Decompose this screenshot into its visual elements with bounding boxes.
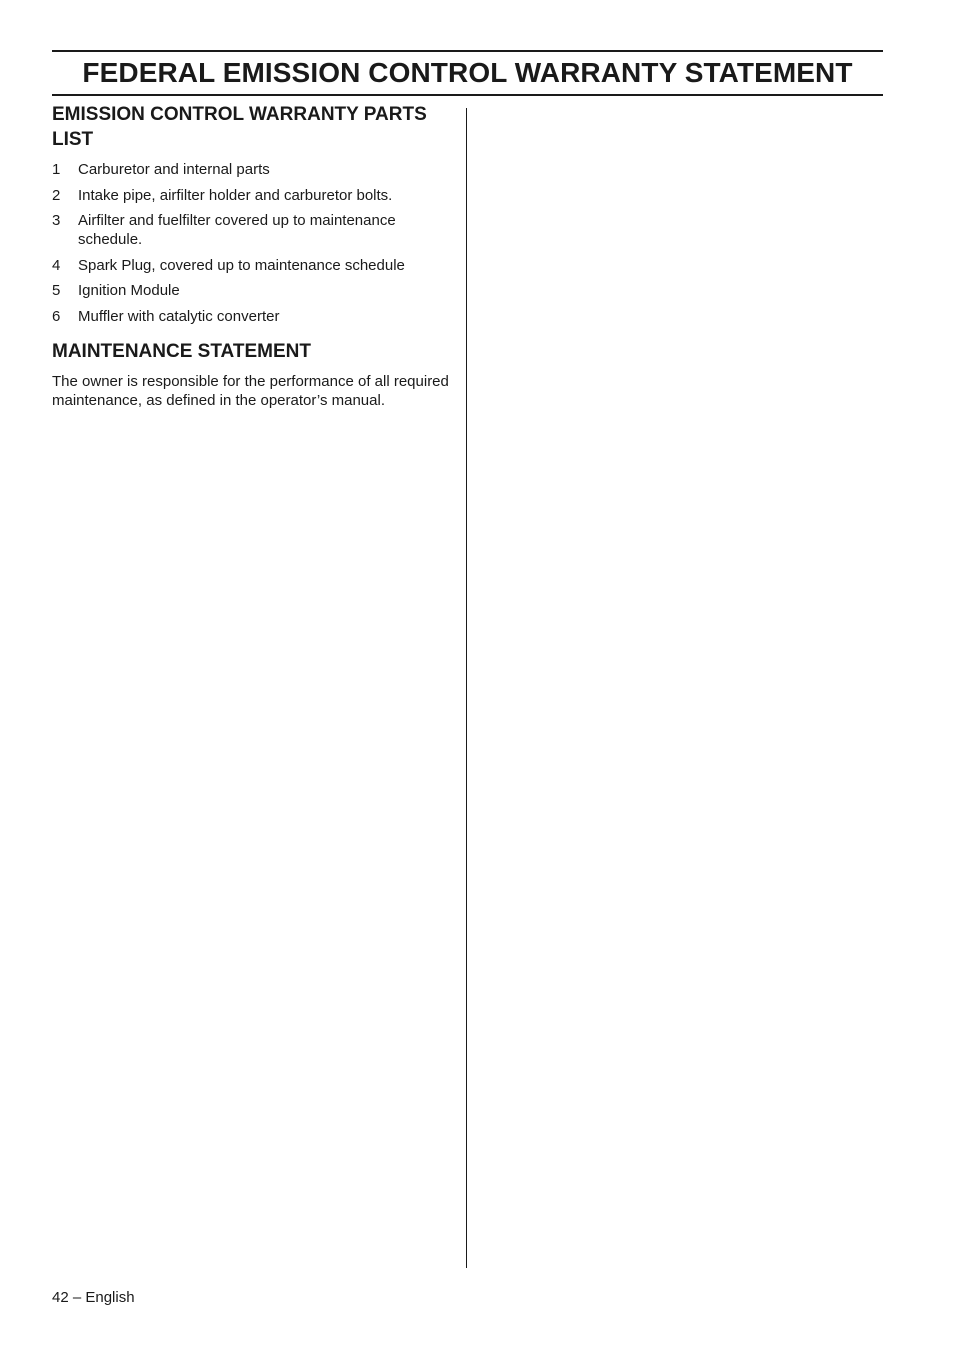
list-item-text: Ignition Module: [78, 282, 180, 299]
list-item: [52, 307, 452, 326]
list-item-number: 5: [52, 282, 61, 299]
list-item-number: 6: [52, 307, 61, 325]
list-item: [52, 186, 452, 205]
list-item: [52, 211, 452, 249]
page-title: FEDERAL EMISSION CONTROL WARRANTY STATEMENT: [82, 57, 853, 88]
maintenance-body-text: The owner is responsible for the performance of all required maintenance, as defined in the operator’s manual.: [52, 372, 449, 409]
list-item-number: 2: [52, 186, 61, 204]
parts-list: [52, 160, 452, 326]
left-column: [52, 102, 452, 410]
list-item-number: 3: [52, 212, 61, 229]
page-footer: 42 – English: [52, 1289, 135, 1306]
list-item-number: 4: [52, 256, 61, 274]
list-item-text: Muffler with catalytic converter: [78, 307, 280, 325]
maintenance-heading: MAINTENANCE STATEMENT: [52, 340, 311, 362]
list-item-number: 1: [52, 161, 61, 178]
column-divider: [466, 108, 467, 1268]
page-header: [52, 50, 883, 96]
list-item: [52, 256, 452, 275]
list-item-text: Spark Plug, covered up to maintenance schedule: [78, 256, 405, 274]
list-item: [52, 160, 452, 179]
list-item-text: Intake pipe, airfilter holder and carburetor bolts.: [78, 186, 393, 204]
list-item-text: Carburetor and internal parts: [78, 161, 270, 178]
list-item-text: Airfilter and fuelfilter covered up to maintenance schedule.: [78, 212, 396, 248]
parts-list-heading: EMISSION CONTROL WARRANTY PARTS LIST: [52, 104, 427, 150]
list-item: [52, 281, 452, 300]
